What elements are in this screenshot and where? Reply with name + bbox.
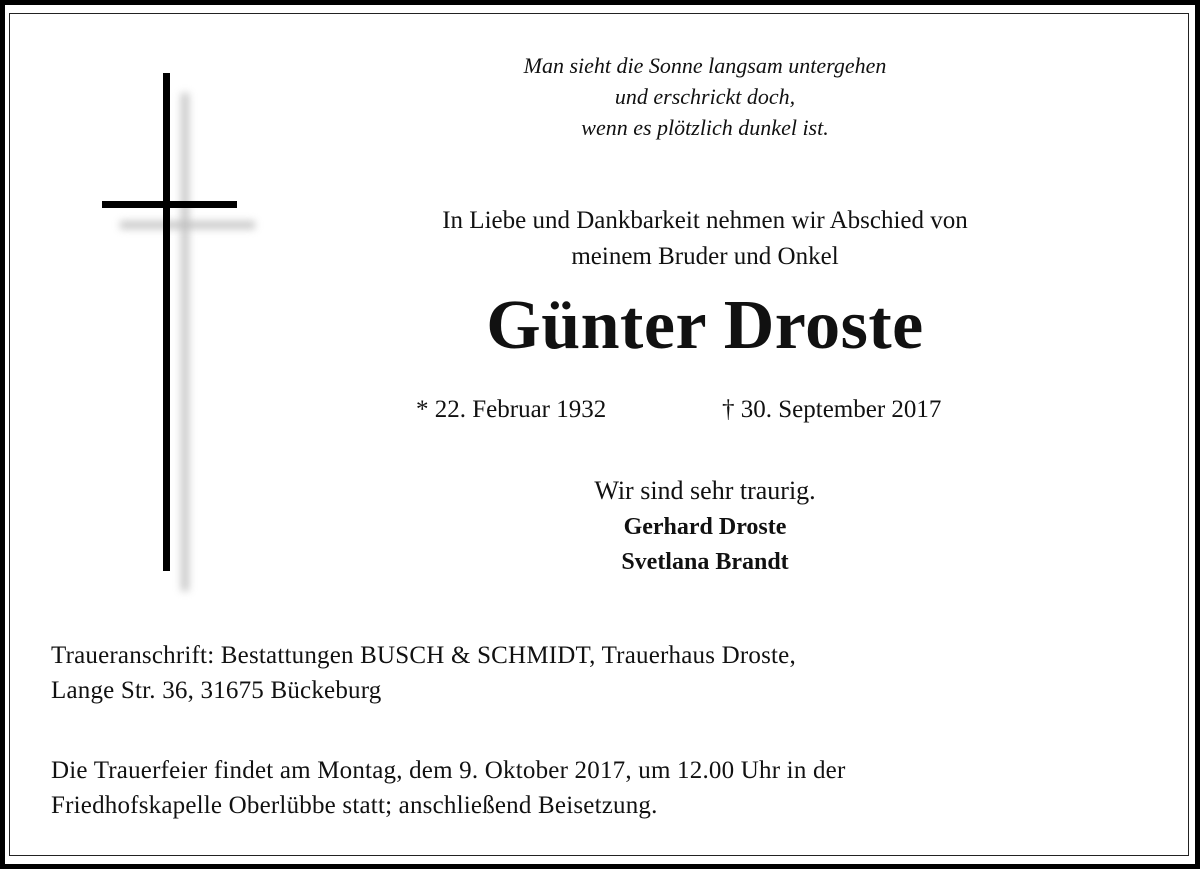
death-date: † 30. September 2017 [722,396,942,423]
cross-shadow-vertical [181,93,189,591]
intro-line: In Liebe und Dankbarkeit nehmen wir Abschied von [442,207,968,234]
birth-date: * 22. Februar 1932 [416,396,607,423]
poem-line: und erschrickt doch, [614,84,796,109]
poem-line: Man sieht die Sonne langsam untergehen [523,53,887,78]
mourners-names [405,510,1005,580]
intro-line: meinem Bruder und Onkel [571,243,839,270]
mourner-name: Svetlana Brandt [621,549,789,575]
obituary-card [5,5,1195,864]
service-line: Friedhofskapelle Oberlübbe statt; anschließend Beisetzung. [51,792,658,819]
cross-horizontal-bar [102,201,237,208]
poem [405,50,1005,143]
service-line: Die Trauerfeier findet am Montag, dem 9. Oktober 2017, um 12.00 Uhr in der [51,757,846,784]
intro-text [355,203,1055,275]
deceased-name: Günter Droste [486,287,924,364]
mourners-statement: Wir sind sehr traurig. [594,476,816,505]
address-line: Lange Str. 36, 31675 Bückeburg [51,677,382,704]
poem-line: wenn es plötzlich dunkel ist. [581,115,829,140]
funeral-address [51,638,796,708]
service-info [51,753,846,823]
address-line: Traueranschrift: Bestattungen BUSCH & SCHMIDT, Trauerhaus Droste, [51,642,796,669]
cross-shadow-horizontal [120,221,255,229]
mourner-name: Gerhard Droste [623,514,787,540]
cross-vertical-bar [163,73,170,571]
